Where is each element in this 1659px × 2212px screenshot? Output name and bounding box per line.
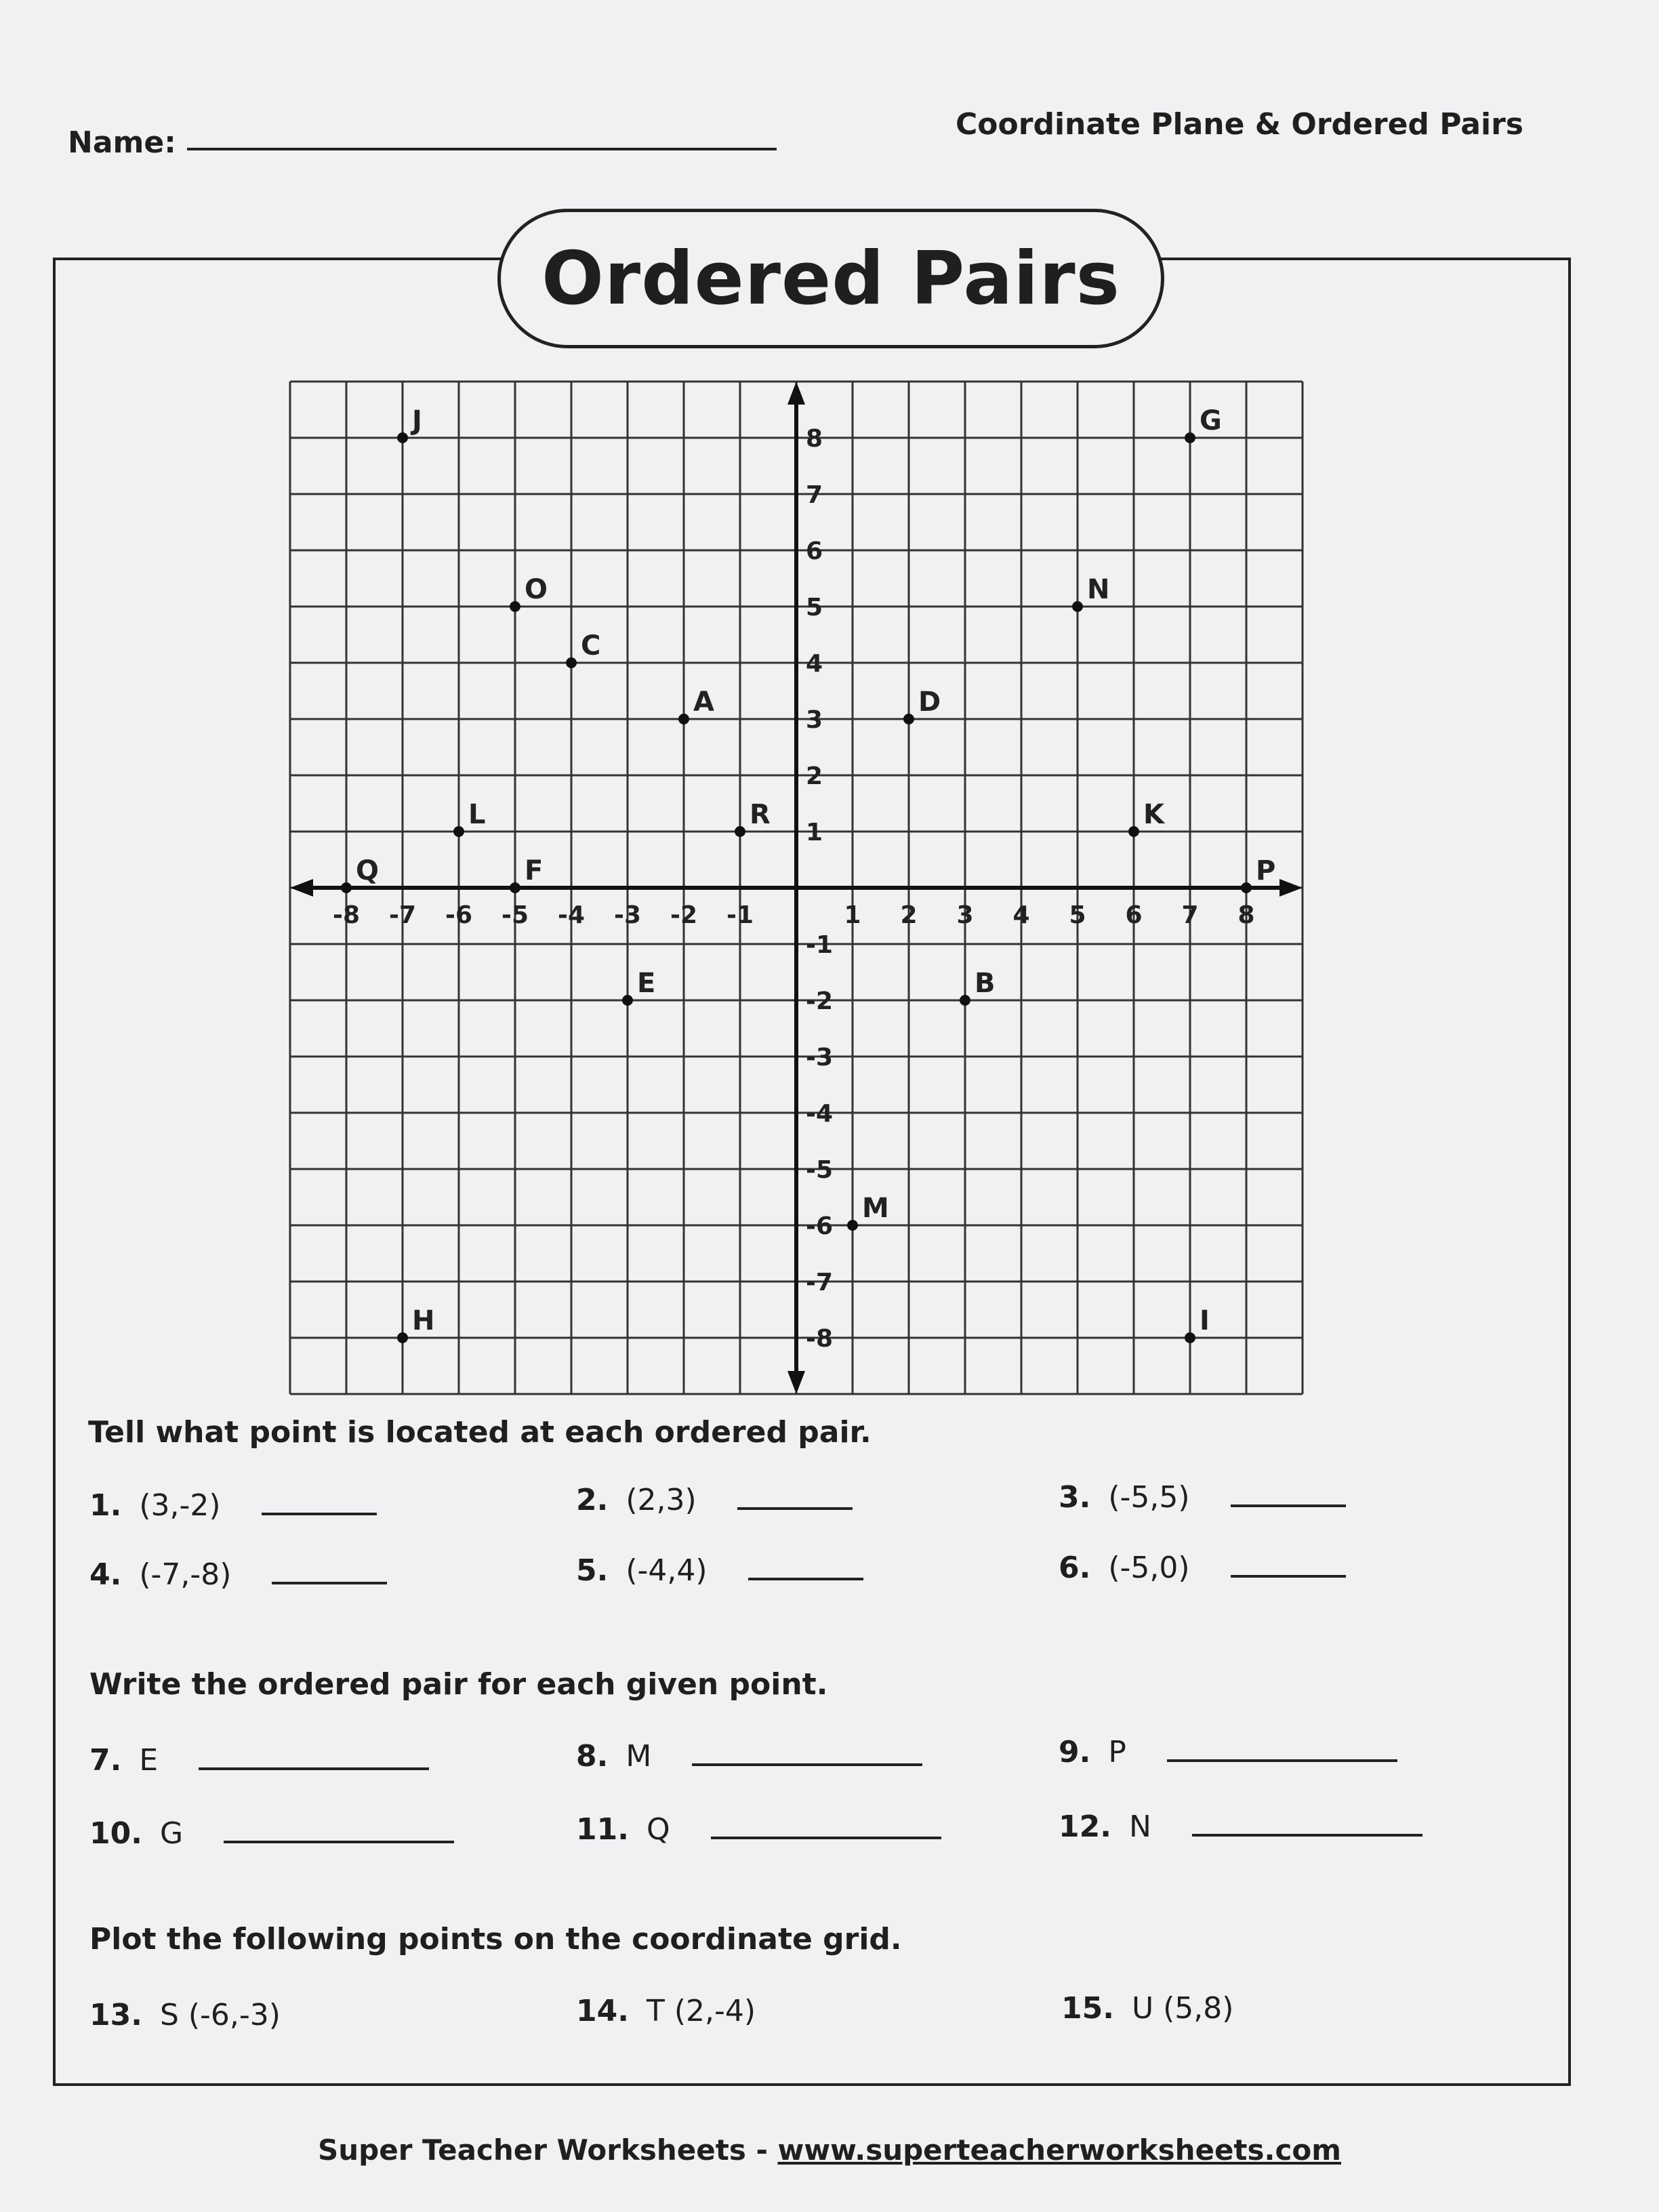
question-number: 9. [1059, 1735, 1091, 1769]
coordinate-grid [285, 359, 1315, 1396]
point-o-marker [510, 601, 520, 612]
x-tick-label: 6 [1125, 901, 1143, 929]
answer-blank[interactable] [711, 1837, 941, 1839]
x-tick-label: -7 [389, 901, 416, 929]
point-e-label: E [637, 968, 656, 999]
question-number: 15. [1061, 1991, 1114, 2026]
point-k-marker [1128, 826, 1139, 837]
question-number: 8. [576, 1739, 609, 1774]
worksheet-title-text: Ordered Pairs [541, 236, 1120, 321]
question-text: E [139, 1743, 159, 1778]
point-g-marker [1185, 432, 1195, 443]
question-1 [89, 1488, 377, 1523]
point-f-marker [510, 882, 520, 893]
answer-blank[interactable] [1192, 1834, 1422, 1837]
question-text: (-7,-8) [139, 1557, 232, 1592]
answer-blank[interactable] [1167, 1759, 1397, 1762]
question-9 [1059, 1735, 1397, 1769]
x-tick-label: -3 [614, 901, 641, 929]
footer-url-link[interactable]: www.superteacherworksheets.com [777, 2133, 1341, 2167]
question-text: (3,-2) [139, 1488, 221, 1523]
answer-blank[interactable] [272, 1582, 387, 1584]
answer-blank[interactable] [692, 1763, 922, 1766]
x-tick-label: -1 [726, 901, 754, 929]
y-tick-label: -6 [806, 1212, 833, 1240]
x-tick-label: -6 [445, 901, 472, 929]
answer-blank[interactable] [1231, 1504, 1346, 1507]
worksheet-subject: Coordinate Plane & Ordered Pairs [956, 107, 1523, 142]
question-text: N [1128, 1809, 1151, 1844]
footer-brand: Super Teacher Worksheets - [318, 2133, 778, 2167]
answer-blank[interactable] [199, 1767, 429, 1770]
x-tick-label: -8 [333, 901, 360, 929]
point-q-marker [341, 882, 352, 893]
point-m-marker [847, 1220, 858, 1231]
point-r-label: R [750, 799, 771, 830]
question-number: 4. [89, 1557, 122, 1592]
x-tick-label: 1 [844, 901, 861, 929]
question-15 [1061, 1991, 1233, 2026]
question-7 [89, 1743, 429, 1778]
section3-heading: Plot the following points on the coordinate grid. [89, 1922, 902, 1957]
point-b-marker [960, 995, 970, 1006]
point-e-marker [622, 995, 633, 1006]
y-tick-label: -5 [806, 1156, 833, 1184]
question-text: S (-6,-3) [159, 1998, 281, 2032]
x-tick-label: 7 [1181, 901, 1199, 929]
question-6 [1059, 1551, 1346, 1585]
question-3 [1059, 1480, 1346, 1515]
point-m-label: M [862, 1193, 889, 1224]
point-f-label: F [525, 855, 544, 886]
question-number: 11. [576, 1812, 629, 1847]
question-text: (2,3) [626, 1483, 697, 1517]
question-2 [576, 1483, 853, 1517]
section2-heading: Write the ordered pair for each given point. [89, 1667, 828, 1702]
name-input-line[interactable] [187, 148, 777, 150]
answer-blank[interactable] [748, 1578, 863, 1580]
y-tick-label: 2 [806, 762, 823, 790]
worksheet-title [497, 209, 1164, 348]
point-c-marker [566, 657, 577, 668]
x-tick-label: 5 [1069, 901, 1086, 929]
question-number: 1. [89, 1488, 122, 1523]
point-l-label: L [468, 799, 486, 830]
point-l-marker [453, 826, 464, 837]
answer-blank[interactable] [1231, 1575, 1346, 1578]
question-number: 6. [1059, 1551, 1091, 1585]
point-c-label: C [581, 630, 601, 661]
question-number: 13. [89, 1998, 142, 2032]
x-tick-label: -4 [558, 901, 585, 929]
question-5 [576, 1553, 863, 1588]
y-tick-label: -2 [806, 987, 833, 1015]
question-11 [576, 1812, 941, 1847]
y-tick-label: 5 [806, 594, 823, 621]
question-text: (-5,5) [1108, 1480, 1190, 1515]
point-a-marker [678, 714, 689, 724]
x-axis-arrow-right [1279, 879, 1303, 897]
y-tick-label: -3 [806, 1044, 833, 1071]
y-tick-label: -7 [806, 1269, 833, 1296]
answer-blank[interactable] [224, 1841, 454, 1843]
answer-blank[interactable] [262, 1513, 377, 1515]
x-tick-label: 3 [956, 901, 974, 929]
question-text: T (2,-4) [646, 1994, 756, 2028]
question-text: (-5,0) [1108, 1551, 1190, 1585]
x-tick-label: -2 [670, 901, 697, 929]
y-tick-label: 1 [806, 819, 823, 846]
question-8 [576, 1739, 922, 1774]
y-tick-label: 3 [806, 706, 823, 734]
question-text: P [1108, 1735, 1126, 1769]
question-10 [89, 1816, 454, 1851]
question-text: U (5,8) [1131, 1991, 1234, 2026]
point-a-label: A [693, 687, 714, 718]
section1-heading: Tell what point is located at each ordered pair. [88, 1415, 872, 1450]
point-d-marker [903, 714, 914, 724]
y-axis-arrow-down [787, 1371, 805, 1394]
answer-blank[interactable] [737, 1507, 853, 1510]
point-b-label: B [975, 968, 996, 999]
point-p-marker [1241, 882, 1252, 893]
y-tick-label: 4 [806, 650, 823, 678]
point-d-label: D [918, 687, 941, 718]
question-12 [1059, 1809, 1422, 1844]
point-i-marker [1185, 1332, 1195, 1343]
y-tick-label: 6 [806, 537, 823, 565]
x-tick-label: 8 [1237, 901, 1255, 929]
question-text: Q [646, 1812, 670, 1847]
point-p-label: P [1256, 855, 1276, 886]
question-number: 10. [89, 1816, 142, 1851]
y-tick-label: 8 [806, 425, 823, 453]
question-number: 3. [1059, 1480, 1091, 1515]
footer [0, 2133, 1659, 2167]
y-tick-label: 7 [806, 481, 823, 509]
question-13 [89, 1998, 281, 2032]
y-tick-label: -4 [806, 1100, 833, 1128]
x-tick-label: 4 [1012, 901, 1030, 929]
point-j-marker [397, 432, 408, 443]
point-o-label: O [525, 574, 548, 605]
question-number: 7. [89, 1743, 122, 1778]
x-tick-label: -5 [501, 901, 529, 929]
question-number: 2. [576, 1483, 609, 1517]
point-n-marker [1072, 601, 1083, 612]
name-label: Name: [68, 125, 176, 160]
question-14 [576, 1994, 756, 2028]
y-tick-label: -1 [806, 931, 833, 959]
point-k-label: K [1143, 799, 1164, 830]
point-h-marker [397, 1332, 408, 1343]
point-n-label: N [1087, 574, 1110, 605]
question-number: 5. [576, 1553, 609, 1588]
question-text: (-4,4) [626, 1553, 708, 1588]
question-4 [89, 1557, 387, 1592]
point-g-label: G [1200, 405, 1222, 436]
x-tick-label: 2 [900, 901, 918, 929]
y-tick-label: -8 [806, 1325, 833, 1353]
axes [290, 382, 1303, 1394]
point-q-label: Q [356, 855, 380, 886]
point-j-label: J [412, 405, 422, 436]
x-axis-arrow-left [290, 879, 313, 897]
point-h-label: H [412, 1305, 435, 1336]
question-text: M [626, 1739, 652, 1774]
question-number: 14. [576, 1994, 629, 2028]
y-axis-arrow-up [787, 382, 805, 405]
point-r-marker [735, 826, 745, 837]
point-i-label: I [1200, 1305, 1210, 1336]
question-number: 12. [1059, 1809, 1111, 1844]
question-text: G [159, 1816, 184, 1851]
